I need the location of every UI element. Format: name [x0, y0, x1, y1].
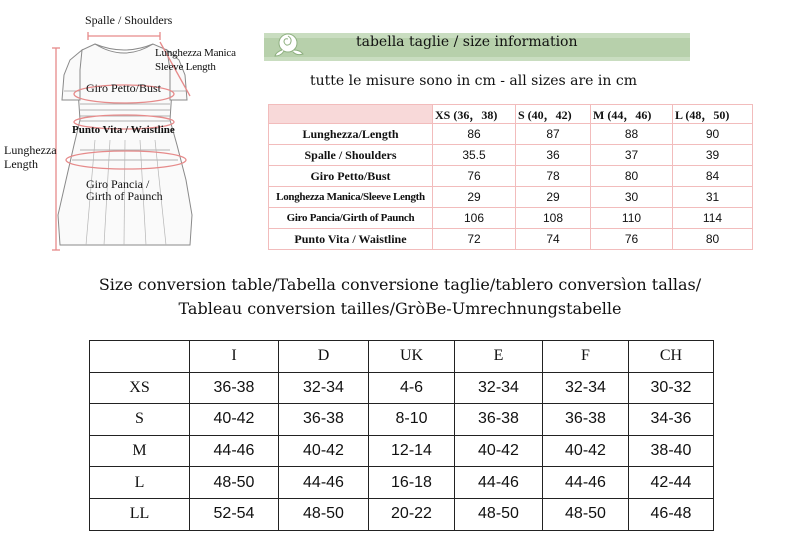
table-cell: 29 — [516, 187, 591, 208]
waist-label: Punto Vita / Waistline — [72, 124, 175, 136]
table-header-row — [269, 105, 753, 124]
size-header-m: M (44，46) — [591, 105, 673, 124]
conversion-heading-line1: Size conversion table/Tabella conversione taglie/tablero conversìon tallas/ — [98, 275, 702, 294]
table-cell: 40-42 — [543, 435, 629, 467]
table-cell: 36-38 — [279, 404, 369, 436]
table-cell: 74 — [516, 229, 591, 250]
bust-label: Giro Petto/Bust — [86, 81, 162, 95]
table-cell: 48-50 — [279, 498, 369, 530]
table-cell: 86 — [433, 124, 516, 145]
column-header-e: E — [455, 341, 543, 373]
column-header-d: D — [279, 341, 369, 373]
size-header-xs: XS (36，38) — [433, 105, 516, 124]
table-cell: 30-32 — [629, 372, 714, 404]
column-header-uk: UK — [369, 341, 455, 373]
table-cell: 87 — [516, 124, 591, 145]
units-note: tutte le misure sono in cm - all sizes are in cm — [310, 73, 637, 89]
conversion-corner-cell — [90, 341, 190, 373]
table-cell: 48-50 — [543, 498, 629, 530]
table-cell: 34-36 — [629, 404, 714, 436]
row-label: Spalle / Shoulders — [269, 145, 433, 166]
row-label: Giro Petto/Bust — [269, 166, 433, 187]
table-cell: 80 — [591, 166, 673, 187]
table-row — [90, 467, 714, 499]
table-cell: 40-42 — [190, 404, 279, 436]
table-cell: 46-48 — [629, 498, 714, 530]
table-cell: 44-46 — [543, 467, 629, 499]
table-row — [90, 498, 714, 530]
table-row — [269, 124, 753, 145]
row-label: Punto Vita / Waistline — [269, 229, 433, 250]
sleeve-label-it: Lunghezza Manica — [155, 47, 236, 59]
table-cell: 32-34 — [279, 372, 369, 404]
table-cell: 36 — [516, 145, 591, 166]
table-cell: 12-14 — [369, 435, 455, 467]
banner-title: tabella taglie / size information — [356, 34, 578, 50]
table-cell: 76 — [591, 229, 673, 250]
table-cell: 36-38 — [543, 404, 629, 436]
row-header: S — [90, 404, 190, 436]
size-header-l: L (48，50) — [673, 105, 753, 124]
table-cell: 44-46 — [455, 467, 543, 499]
conversion-header-row — [90, 341, 714, 373]
length-label-en: Length — [4, 157, 38, 171]
row-header: L — [90, 467, 190, 499]
table-cell: 52-54 — [190, 498, 279, 530]
table-cell: 80 — [673, 229, 753, 250]
table-cell: 32-34 — [455, 372, 543, 404]
table-corner-cell — [269, 105, 433, 124]
table-cell: 20-22 — [369, 498, 455, 530]
size-header-s: S (40，42) — [516, 105, 591, 124]
table-row — [90, 435, 714, 467]
size-info-banner — [264, 33, 690, 61]
table-row — [269, 187, 753, 208]
table-cell: 35.5 — [433, 145, 516, 166]
table-cell: 8-10 — [369, 404, 455, 436]
table-cell: 72 — [433, 229, 516, 250]
table-cell: 76 — [433, 166, 516, 187]
table-cell: 78 — [516, 166, 591, 187]
column-header-i: I — [190, 341, 279, 373]
row-header: M — [90, 435, 190, 467]
table-cell: 48-50 — [190, 467, 279, 499]
table-cell: 40-42 — [455, 435, 543, 467]
table-cell: 29 — [433, 187, 516, 208]
table-row — [269, 208, 753, 229]
rose-icon — [272, 30, 306, 58]
table-row — [269, 229, 753, 250]
table-cell: 106 — [433, 208, 516, 229]
table-cell: 39 — [673, 145, 753, 166]
row-header: XS — [90, 372, 190, 404]
row-label: Lunghezza/Length — [269, 124, 433, 145]
table-row — [90, 404, 714, 436]
conversion-heading-line2: Tableau conversion tailles/GròBe-Umrechnungstabelle — [178, 299, 622, 318]
table-cell: 84 — [673, 166, 753, 187]
table-cell: 40-42 — [279, 435, 369, 467]
table-cell: 30 — [591, 187, 673, 208]
table-row — [269, 145, 753, 166]
dress-measurement-diagram — [0, 0, 260, 262]
size-info-table — [268, 104, 753, 250]
paunch-label-it: Giro Pancia / — [86, 177, 150, 191]
table-cell: 32-34 — [543, 372, 629, 404]
table-cell: 4-6 — [369, 372, 455, 404]
table-cell: 31 — [673, 187, 753, 208]
table-cell: 38-40 — [629, 435, 714, 467]
table-cell: 48-50 — [455, 498, 543, 530]
table-cell: 110 — [591, 208, 673, 229]
table-cell: 44-46 — [279, 467, 369, 499]
column-header-ch: CH — [629, 341, 714, 373]
shoulders-label: Spalle / Shoulders — [85, 13, 173, 27]
column-header-f: F — [543, 341, 629, 373]
length-label-it: Lunghezza — [4, 143, 57, 157]
table-cell: 37 — [591, 145, 673, 166]
row-header: LL — [90, 498, 190, 530]
table-cell: 88 — [591, 124, 673, 145]
table-cell: 36-38 — [190, 372, 279, 404]
row-label: Longhezza Manica/Sleeve Length — [269, 187, 433, 208]
table-cell: 36-38 — [455, 404, 543, 436]
sleeve-label-en: Sleeve Length — [155, 61, 216, 73]
table-cell: 108 — [516, 208, 591, 229]
size-conversion-table — [89, 340, 714, 531]
table-cell: 16-18 — [369, 467, 455, 499]
paunch-label-en: Girth of Paunch — [86, 189, 163, 203]
table-cell: 90 — [673, 124, 753, 145]
table-cell: 44-46 — [190, 435, 279, 467]
table-cell: 114 — [673, 208, 753, 229]
table-row — [90, 372, 714, 404]
table-cell: 42-44 — [629, 467, 714, 499]
table-row — [269, 166, 753, 187]
row-label: Giro Pancia/Girth of Paunch — [269, 208, 433, 229]
